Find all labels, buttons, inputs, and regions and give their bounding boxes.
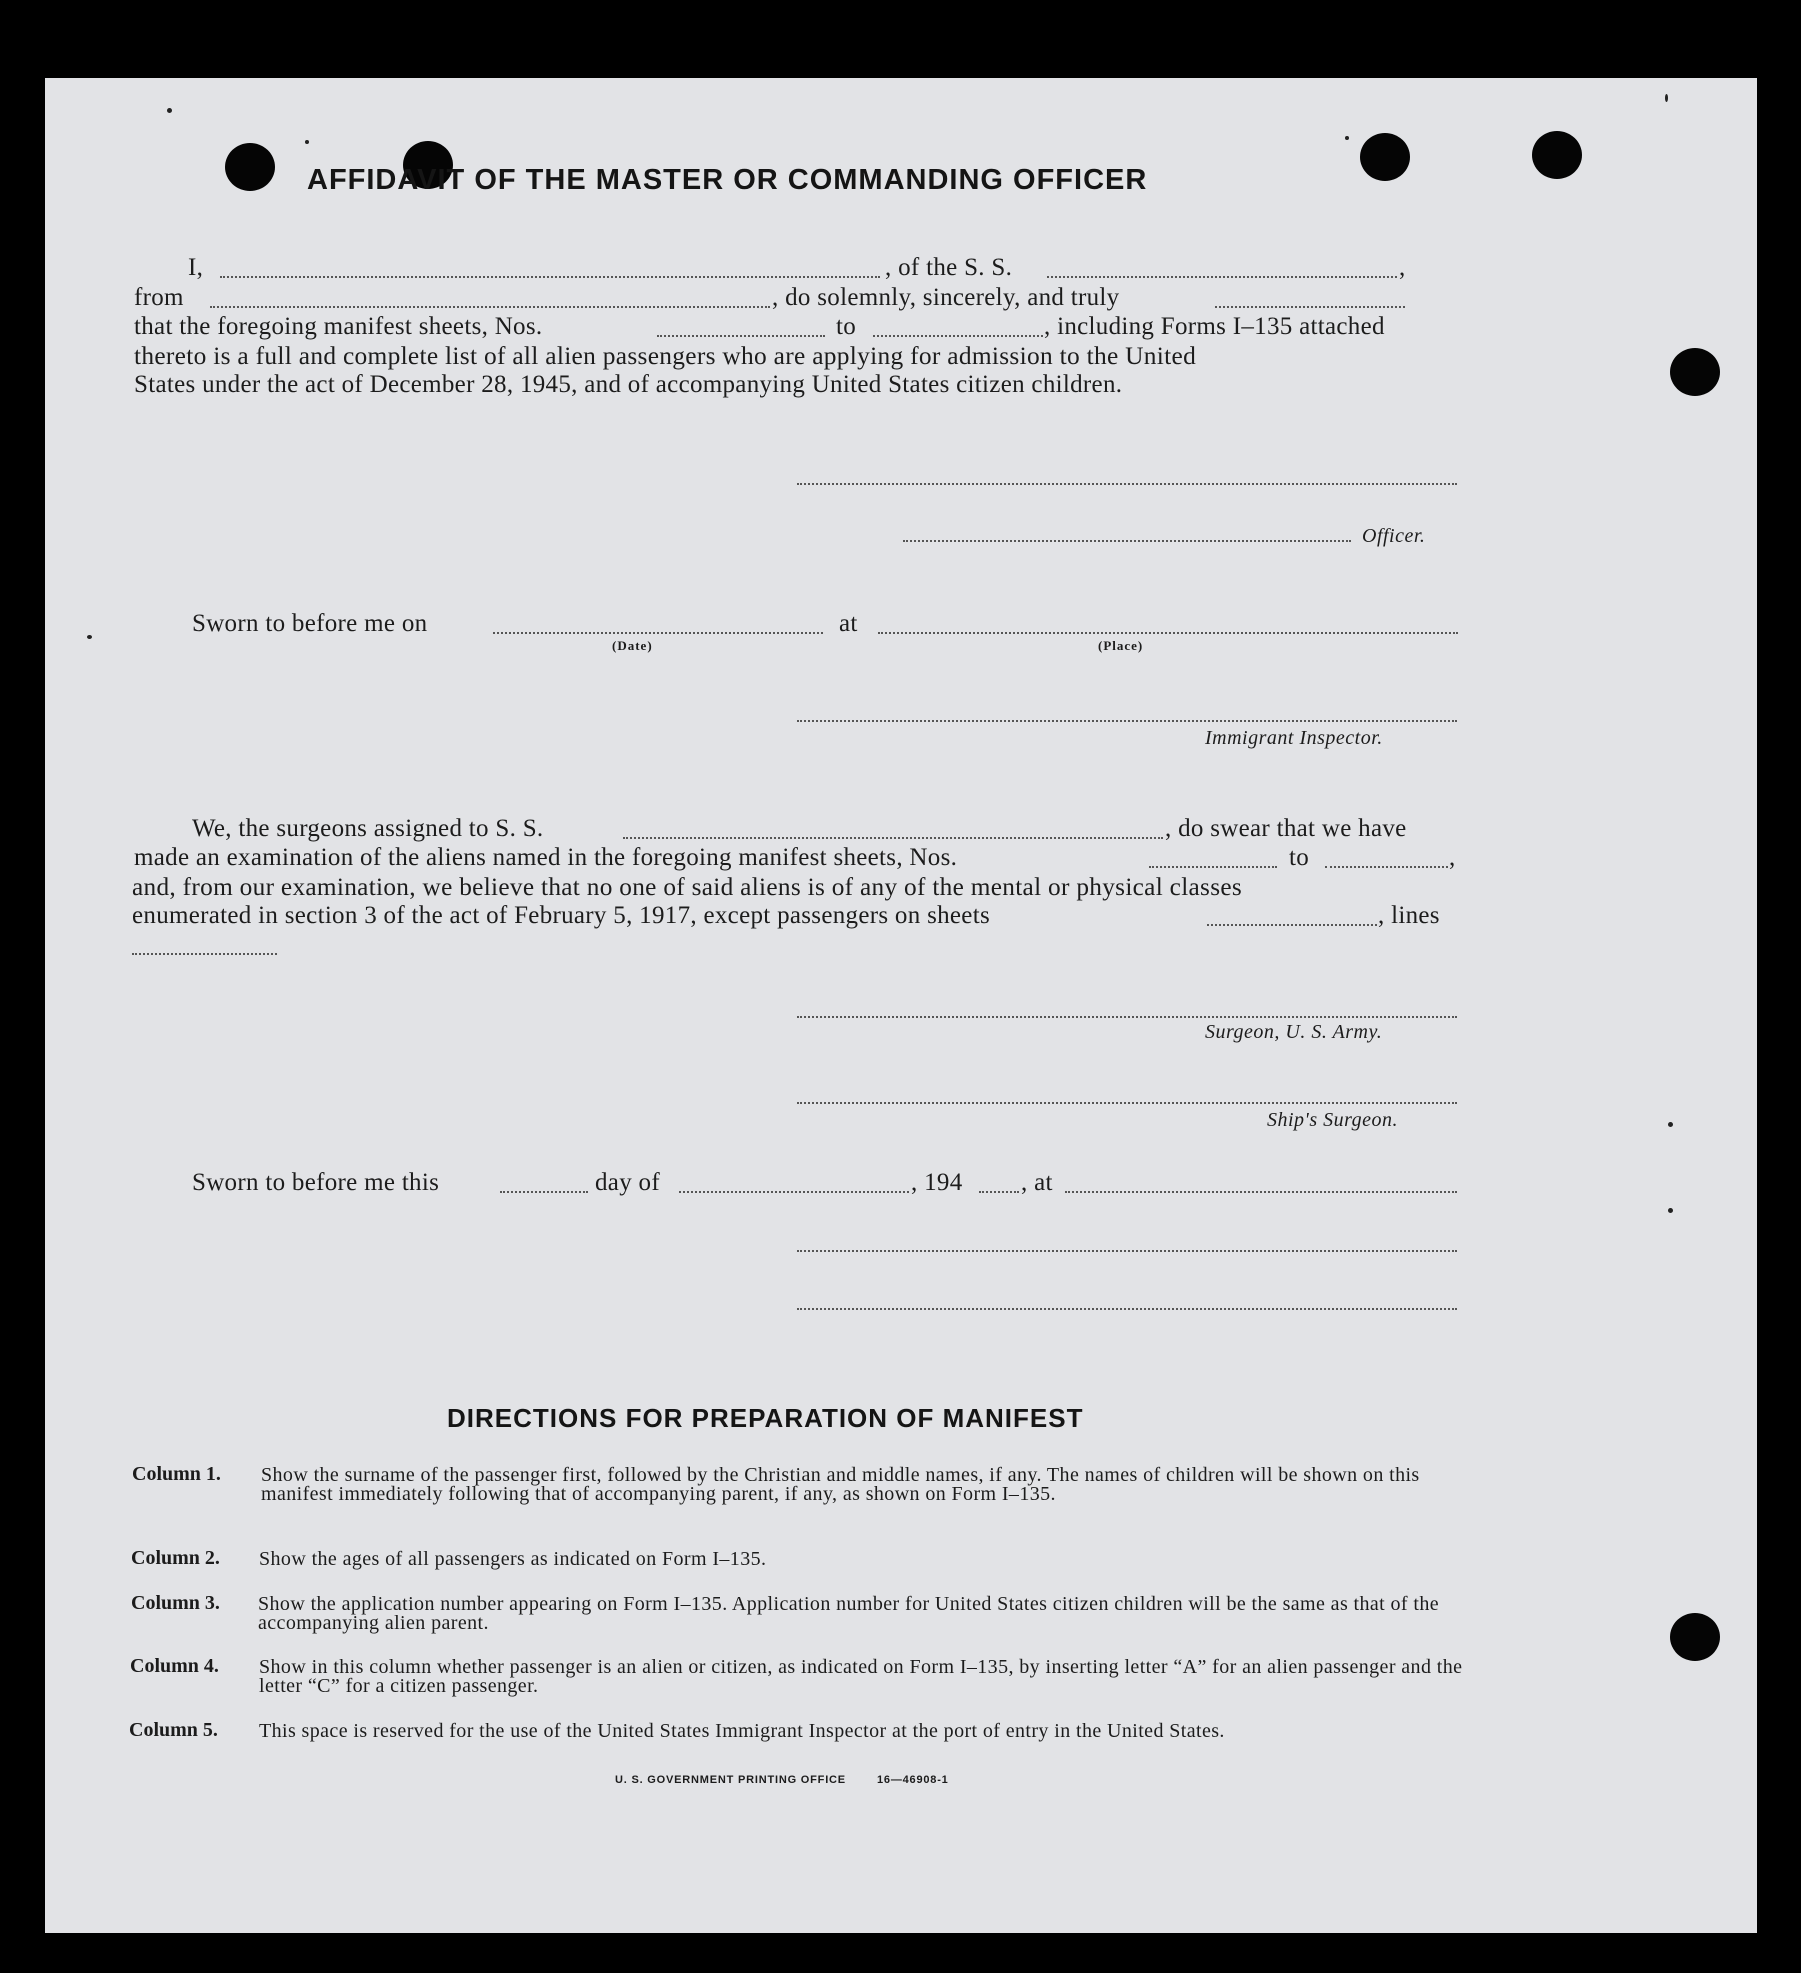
ship-surgeon-sign-line[interactable]	[797, 1102, 1457, 1104]
surgeon-nos-to-blank[interactable]	[1325, 866, 1448, 868]
text-at: at	[839, 610, 858, 637]
direction-col-2: Column 2.	[131, 1547, 220, 1569]
day-blank[interactable]	[500, 1191, 588, 1193]
direction-text-2: Show the ages of all passengers as indicated on Form I–135.	[259, 1548, 767, 1570]
place-2-blank[interactable]	[1065, 1191, 1457, 1193]
text-surgeon-comma: ,	[1449, 844, 1456, 871]
text-sworn-on: Sworn to before me on	[192, 610, 428, 637]
sign-line-b[interactable]	[797, 1308, 1457, 1310]
directions-title: DIRECTIONS FOR PREPARATION OF MANIFEST	[447, 1403, 1084, 1433]
text-i: I,	[188, 254, 204, 281]
officer-label: Officer.	[1362, 525, 1426, 547]
text-to: to	[836, 313, 857, 340]
direction-col-4: Column 4.	[130, 1655, 219, 1677]
text-lines: , lines	[1378, 902, 1440, 929]
ship-surgeon-label: Ship's Surgeon.	[1267, 1109, 1399, 1131]
name-blank[interactable]	[220, 276, 880, 278]
speck	[167, 108, 172, 113]
text-that: that the foregoing manifest sheets, Nos.	[134, 313, 543, 340]
place-blank[interactable]	[878, 632, 1458, 634]
text-of-ss: , of the S. S.	[885, 254, 1013, 281]
direction-text-3: Show the application number appearing on Form I–135. Application number for United States citizen children will be the same as that of the accompanying alien parent.	[258, 1593, 1440, 1634]
direction-col-1: Column 1.	[132, 1463, 221, 1485]
punch-hole	[1532, 131, 1582, 179]
sheets-blank[interactable]	[1207, 924, 1377, 926]
truly-blank[interactable]	[1215, 306, 1405, 308]
place-caption: (Place)	[1098, 638, 1144, 653]
surgeon-ship-blank[interactable]	[623, 837, 1163, 839]
text-194: , 194	[911, 1169, 963, 1196]
officer-sign-line[interactable]	[903, 540, 1351, 542]
direction-col-3: Column 3.	[131, 1592, 220, 1614]
from-blank[interactable]	[210, 306, 770, 308]
officer-name-line[interactable]	[797, 483, 1457, 485]
text-at-2: , at	[1021, 1169, 1053, 1196]
text-comma: ,	[1399, 254, 1406, 281]
speck	[305, 140, 309, 144]
punch-hole	[1670, 348, 1720, 396]
army-surgeon-label: Surgeon, U. S. Army.	[1205, 1021, 1383, 1043]
printer-imprint: U. S. GOVERNMENT PRINTING OFFICE	[615, 1774, 846, 1786]
text-sworn-this: Sworn to before me this	[192, 1169, 440, 1196]
direction-col-5: Column 5.	[129, 1719, 218, 1741]
punch-hole	[1670, 1613, 1720, 1661]
text-including: , including Forms I–135 attached	[1044, 313, 1385, 340]
date-caption: (Date)	[612, 638, 653, 653]
inspector-label: Immigrant Inspector.	[1205, 727, 1383, 749]
speck	[1345, 136, 1349, 140]
speck	[1665, 94, 1668, 102]
direction-text-4: Show in this column whether passenger is an alien or citizen, as indicated on Form I–135, by inserting letter “A” for an alien passenger and the letter “C” for a citizen passenger.	[259, 1656, 1463, 1697]
text-made: made an examination of the aliens named in the foregoing manifest sheets, Nos.	[134, 844, 958, 871]
text-swear: , do swear that we have	[1165, 815, 1407, 842]
form-page	[45, 78, 1757, 1933]
inspector-sign-line[interactable]	[797, 720, 1457, 722]
page-title: AFFIDAVIT OF THE MASTER OR COMMANDING OFFICER	[307, 164, 1148, 196]
nos-to-blank[interactable]	[873, 335, 1043, 337]
text-we-surgeons: We, the surgeons assigned to S. S.	[192, 815, 544, 842]
lines-blank[interactable]	[132, 953, 277, 955]
nos-from-blank[interactable]	[657, 335, 825, 337]
text-enumerated: enumerated in section 3 of the act of February 5, 1917, except passengers on sheets	[132, 902, 990, 929]
speck	[87, 635, 92, 639]
sign-line-a[interactable]	[797, 1250, 1457, 1252]
text-solemnly: , do solemnly, sincerely, and truly	[772, 284, 1120, 311]
master-line-5: States under the act of December 28, 1945, and of accompanying United States citizen children.	[134, 371, 1123, 398]
surgeon-line-3: and, from our examination, we believe that no one of said aliens is of any of the mental or physical classes	[132, 873, 1243, 901]
speck	[1668, 1208, 1673, 1213]
surgeon-nos-from-blank[interactable]	[1149, 866, 1277, 868]
year-blank[interactable]	[979, 1191, 1019, 1193]
direction-text-5: This space is reserved for the use of the United States Immigrant Inspector at the port of entry in the United States.	[259, 1720, 1225, 1742]
text-from: from	[134, 284, 184, 311]
speck	[1668, 1122, 1673, 1127]
master-line-4: thereto is a full and complete list of all alien passengers who are applying for admission to the United	[134, 342, 1197, 370]
text-surgeon-to: to	[1289, 844, 1310, 871]
form-code: 16—46908-1	[877, 1774, 949, 1786]
ship-blank[interactable]	[1047, 276, 1397, 278]
text-day-of: day of	[595, 1169, 660, 1196]
direction-text-1: Show the surname of the passenger first, followed by the Christian and middle names, if any. The names of children will be shown on this manifest immediately following that of accompanying parent, if any, as shown on Form I–135.	[261, 1464, 1420, 1505]
date-blank[interactable]	[493, 632, 823, 634]
punch-hole	[225, 143, 275, 191]
army-surgeon-sign-line[interactable]	[797, 1016, 1457, 1018]
punch-hole	[1360, 133, 1410, 181]
month-blank[interactable]	[679, 1191, 909, 1193]
